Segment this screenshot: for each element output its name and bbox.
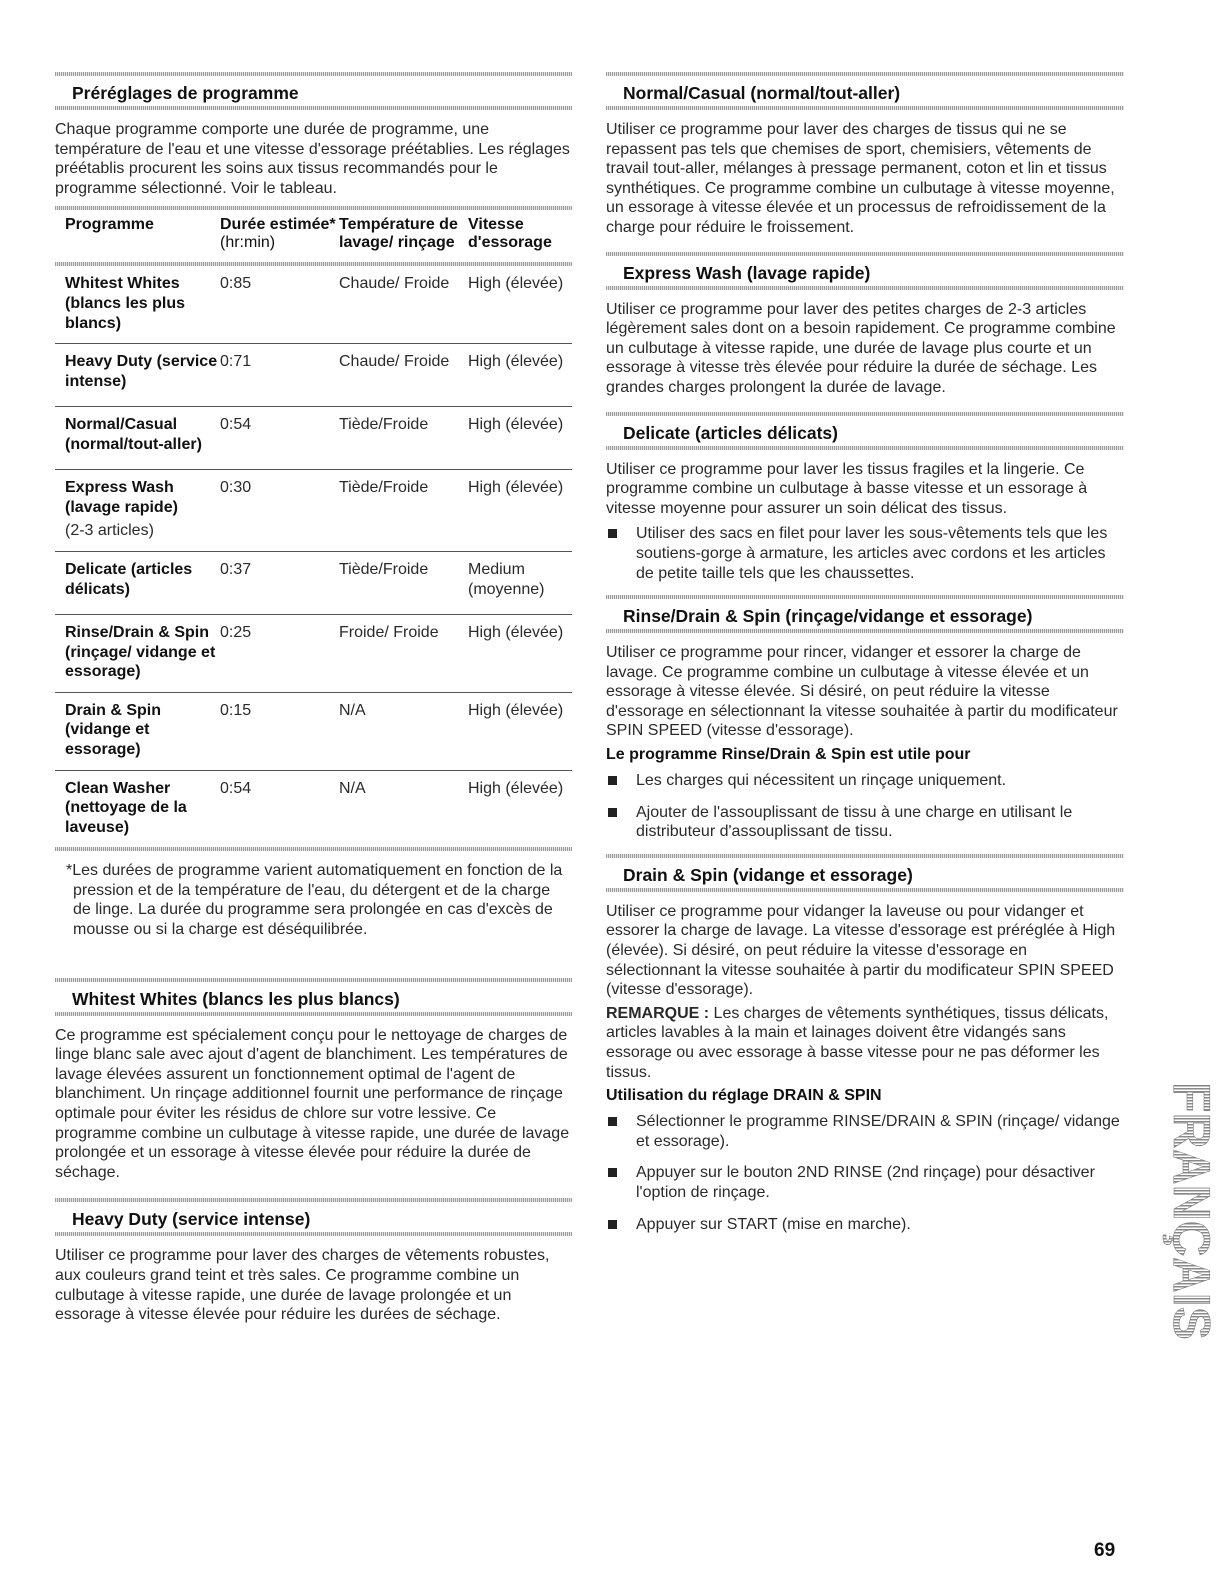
cell-duration: 0:15 [220,701,252,719]
express-body: Utiliser ce programme pour laver des petites charges de 2-3 articles légèrement sales dont on a besoin rapidement. Ce programme combine un culbutage à vitesse rapide, une durée de lavage plus courte et un essorage à vitesse très élevée pour réduire la durée de séchage. Les grandes charges prolongent la durée de lavage. [606,300,1116,396]
header-speed: Vitesse d'essorage [468,216,552,252]
program-name: Delicate (articles délicats) [65,560,193,598]
right-column [606,72,1124,1246]
cell-temperature: Chaude/ Froide [339,275,450,293]
heavy-heading: Heavy Duty (service intense) [72,1209,311,1230]
section-rule [606,286,1124,290]
cell-temperature: Tiède/Froide [339,416,429,434]
table-row [55,615,572,692]
table-row [55,407,572,469]
cell-speed: High (élevée) [468,416,564,434]
cell-duration: 0:37 [220,560,252,578]
delicate-bullets [606,524,1124,583]
cell-program [65,478,220,541]
rinse-bullets [606,771,1124,842]
program-name: Clean Washer (nettoyage de la laveuse) [65,779,187,836]
cell-speed: High (élevée) [468,623,564,641]
table-bottom-rule [55,847,572,851]
table-row [55,344,572,406]
section-rule [606,629,1124,633]
section-rule [55,1232,572,1236]
list-item: Les charges qui nécessitent un rinçage uniquement. [606,771,1124,791]
normal-heading: Normal/Casual (normal/tout-aller) [623,83,901,103]
rinse-subhead: Le programme Rinse/Drain & Spin est utile pour [606,746,971,764]
whitest-body: Ce programme est spécialement conçu pour le nettoyage de charges de linge blanc sale avec ajout d'agent de blanchiment. Les températures de lavage élevées assurent un fonctionnement optimal de l'agent de blanchiment. Un rinçage additionnel fournit une performance de rinçage optimale pour éviter les résidus de chlore sur votre lessive. Ce programme combine un culbutage à vitesse rapide, une durée de lavage prolongée et un essorage à vitesse élevée pour réduire la durée de séchage. [55,1026,570,1181]
table-body [55,266,572,847]
left-column [55,72,572,1325]
header-duration-unit: (hr:min) [220,234,276,252]
cell-program [65,779,220,838]
cell-duration: 0:54 [220,779,252,797]
list-item: Ajouter de l'assouplissant de tissu à une charge en utilisant le distributeur d'assouplissant de tissu. [606,803,1124,842]
cell-duration: 0:54 [220,416,252,434]
program-name: Drain & Spin (vidange et essorage) [65,701,162,758]
cell-temperature: Chaude/ Froide [339,353,450,371]
cell-program [65,623,220,682]
cell-program [65,415,220,459]
table-row [55,470,572,551]
table-row [55,693,572,770]
remark-text: Les charges de vêtements synthétiques, tissus délicats, articles lavables à la main et lainages doivent être vidangés sans essorage ou avec essorage à basse vitesse pour ne pas déformer les tissus. [606,1004,1109,1081]
drain-heading: Drain & Spin (vidange et essorage) [623,864,913,885]
cell-speed: Medium (moyenne) [468,560,545,598]
program-note: (2-3 articles) [65,522,154,540]
cell-speed: High (élevée) [468,701,564,719]
cell-duration: 0:85 [220,275,252,293]
table-header-row [55,210,572,262]
table-footnote: *Les durées de programme varient automatiquement en fonction de la pression et de la température de l'eau, du détergent et de la charge de linge. La durée du programme sera prolongée en cas d'excès de mousse ou si la charge est déséquilibrée. [66,862,563,939]
heavy-body: Utiliser ce programme pour laver des charges de vêtements robustes, aux couleurs grand teint et très sales. Ce programme combine un culbutage à vitesse rapide, une durée de lavage prolongée et un essorage à vitesse élevée pour réduire les durées de séchage. [55,1247,550,1324]
cell-temperature: Froide/ Froide [339,623,439,641]
cell-temperature: N/A [339,779,366,797]
list-item: Appuyer sur le bouton 2ND RINSE (2nd rinçage) pour désactiver l'option de rinçage. [606,1163,1124,1202]
cell-duration: 0:25 [220,623,252,641]
program-name: Normal/Casual (normal/tout-aller) [65,416,202,453]
normal-body: Utiliser ce programme pour laver des charges de tissus qui ne se repassent pas tels que chemises de sport, chemisiers, vêtements de travail tout-aller, mélanges à pressage permanent, coton et lin et tissus synthétiques. Ce programme combine un culbutage à vitesse moyenne, un essorage à vitesse élevée et un processus de refroidissement de la charge pour réduire le froissement. [606,121,1115,236]
express-heading: Express Wash (lavage rapide) [623,262,871,283]
rinse-body: Utiliser ce programme pour rincer, vidanger et essorer la charge de lavage. Ce programme combine un culbutage à vitesse élevée et un essorage à vitesse élevée. Si désiré, on peut réduire la vitesse d'essorage en sélectionnant la vitesse souhaitée à partir du modificateur SPIN SPEED (vitesse d'essorage). [606,644,1118,740]
list-item: Appuyer sur START (mise en marche). [606,1215,1124,1235]
cell-temperature: N/A [339,701,366,719]
side-language-text: FRANÇAIS [1162,1082,1220,1351]
program-table [55,206,572,851]
header-duration [220,216,339,252]
cell-speed: High (élevée) [468,275,564,293]
delicate-heading: Delicate (articles délicats) [623,422,838,443]
drain-bullets [606,1112,1124,1234]
cell-program [65,274,220,333]
header-duration-label: Durée estimée* [220,216,336,234]
drain-remark [606,1004,1124,1082]
header-temperature: Température de lavage/ rinçage [339,216,458,252]
drain-body: Utiliser ce programme pour vidanger la laveuse ou pour vidanger et essorer la charge de lavage. La vitesse d'essorage est préréglée à High (élevée). Si désiré, on peut réduire la vitesse d'essorage en sélectionnant la vitesse souhaitée à partir du modificateur SPIN SPEED (vitesse d'essorage). [606,902,1116,999]
program-name: Whitest Whites (blancs les plus blancs) [65,275,186,332]
program-name: Heavy Duty (service intense) [65,353,218,390]
presets-intro: Chaque programme comporte une durée de programme, une température de l'eau et une vitesse d'essorage préétablies. Les réglages préétablis procurent les soins aux tissus recommandés pour le programme sélectionné. Voir le tableau. [55,121,570,197]
whitest-heading: Whitest Whites (blancs les plus blancs) [72,988,400,1009]
cell-duration: 0:30 [220,479,252,497]
page-number: 69 [1094,1540,1116,1561]
presets-heading: Préréglages de programme [72,83,299,103]
table-row [55,771,572,848]
cell-program [65,701,220,760]
program-name: Rinse/Drain & Spin (rinçage/ vidange et essorage) [65,623,216,681]
cell-program [65,560,220,604]
rinse-heading: Rinse/Drain & Spin (rinçage/vidange et essorage) [623,606,1033,627]
list-item: Utiliser des sacs en filet pour laver les sous-vêtements tels que les soutiens-gorge à armature, les articles avec cordons et les articles de petite taille tels que les chaussettes. [606,524,1124,583]
remark-label: REMARQUE : [606,1004,710,1022]
program-name: Express Wash (lavage rapide) [65,479,178,516]
cell-program [65,352,220,396]
side-language-label [1130,1082,1220,1351]
drain-subhead: Utilisation du réglage DRAIN & SPIN [606,1087,882,1105]
list-item: Sélectionner le programme RINSE/DRAIN & SPIN (rinçage/ vidange et essorage). [606,1112,1124,1151]
section-rule [606,446,1124,450]
cell-duration: 0:71 [220,353,252,371]
cell-speed: High (élevée) [468,779,564,797]
table-row [55,266,572,343]
cell-temperature: Tiède/Froide [339,560,429,578]
section-rule [55,106,572,110]
cell-speed: High (élevée) [468,479,564,497]
delicate-body: Utiliser ce programme pour laver les tissus fragiles et la lingerie. Ce programme combine un culbutage à basse vitesse et un essorage à vitesse moyenne pour assurer un soin délicat des tissus. [606,460,1088,517]
section-rule [606,106,1124,110]
table-row [55,552,572,614]
cell-temperature: Tiède/Froide [339,479,429,497]
section-rule [55,1012,572,1016]
cell-speed: High (élevée) [468,353,564,371]
header-program: Programme [65,216,154,234]
section-rule [606,888,1124,892]
